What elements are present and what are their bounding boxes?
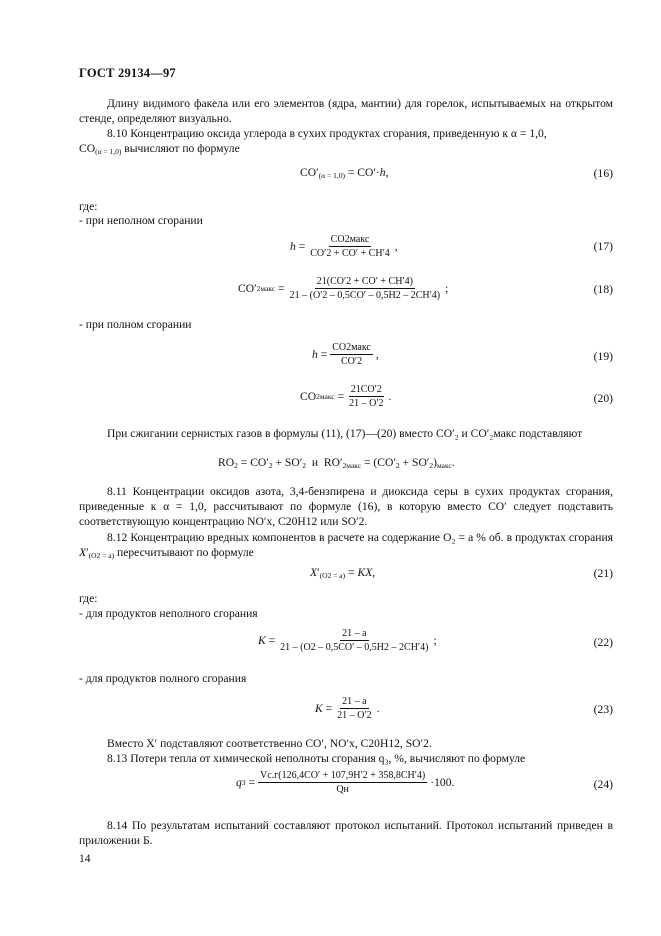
where-label-1: где: bbox=[79, 200, 98, 213]
equation-22-number: (22) bbox=[593, 636, 613, 649]
equation-18-number: (18) bbox=[593, 283, 613, 296]
page-number: 14 bbox=[79, 852, 91, 865]
equation-16: $CO'_{(\alpha = 1,0)} = CO'\cdot h$, bbox=[300, 166, 389, 180]
paragraph-8-11: 8.11 Концентрации оксидов азота, 3,4-бензпирена и диоксида серы в сухих продуктах сгорания, приведенные к α = 1,0, рассчитывают по формуле (16), в которую вместо CO′ следует подставить соответствующую концентрацию NO′x, C20H12 или SO′2. bbox=[79, 485, 613, 529]
equation-24-tail: ·100. bbox=[430, 776, 455, 789]
where-label-2: где: bbox=[79, 592, 98, 605]
incomplete-products-label: - для продуктов неполного сгорания bbox=[79, 607, 258, 620]
equation-20-denominator: 21 – O′2 bbox=[349, 398, 384, 409]
paragraph-8-12-tail: пересчитывают по формуле bbox=[117, 546, 254, 560]
equation-23-denominator: 21 – O′2 bbox=[337, 710, 372, 721]
equation-23-fraction bbox=[335, 696, 373, 721]
equation-22-numerator: 21 – a bbox=[342, 628, 367, 639]
equation-23: K = $\frac{21 - a}{21 - O'2}$ . bbox=[315, 696, 380, 721]
equation-20-number: (20) bbox=[593, 392, 613, 405]
equation-19: h = $\frac{\text{CO2макс}}{CO'2}$ , bbox=[312, 342, 379, 367]
paragraph-8-10-tail: вычисляют по формуле bbox=[124, 142, 240, 156]
equation-22-denominator: 21 – (O2 – 0,5CO′ – 0,5H2 – 2CH′4) bbox=[280, 642, 429, 653]
equation-24-fraction bbox=[258, 770, 427, 795]
equation-18-denominator: 21 – (O′2 – 0,5CO′ – 0,5H2 – 2CH′4) bbox=[289, 290, 441, 301]
equation-17: h = $\frac{\text{CO2макс}}{CO'2 + CO' + CH'4}$ , bbox=[290, 234, 398, 259]
equation-24-numerator: Vс.г(126,4CO′ + 107,9H′2 + 358,8CH′4) bbox=[259, 770, 426, 781]
equation-24-denominator: Qн bbox=[336, 784, 349, 795]
paragraph-8-10-lead: 8.10 Концентрацию оксида углерода в сухих продуктах сгорания, приведенную к α = 1,0, bbox=[107, 127, 547, 140]
equation-17-denominator: CO′2 + CO′ + CH′4 bbox=[310, 248, 390, 259]
equation-23-numerator: 21 – a bbox=[342, 696, 367, 707]
paragraph-8-12-lead: 8.12 Концентрацию вредных компонентов в расчете на содержание O₂ = a % об. в продуктах сгорания bbox=[107, 531, 613, 544]
equation-17-numerator: CO2макс bbox=[330, 234, 370, 245]
equation-19-numerator: CO2макс bbox=[332, 342, 371, 353]
equation-ro2: $RO_2 = CO'_2 + SO'_2$ и $RO'_{2макс} = (CO'_2 + SO'_2)_{макс}$. bbox=[218, 456, 455, 470]
equation-16-number: (16) bbox=[593, 167, 613, 180]
equation-21: $X'_{(O2 = a)}$ = KX, bbox=[310, 566, 376, 580]
equation-24-number: (24) bbox=[593, 778, 613, 791]
paragraph-8-13: 8.13 Потери тепла от химической неполноты сгорания q₃, %, вычисляют по формуле bbox=[107, 752, 526, 765]
equation-19-denominator: CO′2 bbox=[341, 356, 363, 367]
incomplete-combustion-label: - при неполном сгорании bbox=[79, 214, 203, 227]
substitution-note: Вместо X′ подставляют соответственно CO′, NO′x, C20H12, SO′2. bbox=[107, 737, 432, 750]
equation-21-number: (21) bbox=[593, 567, 613, 580]
complete-combustion-label: - при полном сгорании bbox=[79, 318, 192, 331]
equation-19-fraction bbox=[330, 342, 373, 367]
equation-18-fraction bbox=[288, 276, 442, 301]
paragraph-flame-length: Длину видимого факела или его элементов (ядра, мантии) для горелок, испытываемых на открытом стенде, определяют визуально. bbox=[79, 97, 613, 126]
equation-22: K = $\frac{21 - a}{21 - (O2 - 0,5CO' - 0,5H2 - 2CH'4)}$ ; bbox=[258, 628, 437, 653]
equation-17-fraction bbox=[308, 234, 392, 259]
sulfur-gases-paragraph: При сжигании сернистых газов в формулы (11), (17)—(20) вместо CO′₂ и CO′₂макс подставляют bbox=[107, 427, 583, 440]
equation-20-numerator: 21CO′2 bbox=[350, 384, 382, 395]
equation-24: q 3 = $\frac{Vс.г(126,4CO' + 107,9H'2 + 358,8CH'4)}{Qн}$ ·100. bbox=[236, 770, 455, 795]
document-header: ГОСТ 29134—97 bbox=[79, 66, 176, 80]
equation-18-numerator: 21(CO′2 + CO′ + CH′4) bbox=[316, 276, 413, 287]
paragraph-8-12: 8.12 Концентрацию вредных компонентов в расчете на содержание O₂ = a % об. в продуктах сгорания $X'_{(O2 = a)}$ пересчитывают по формуле bbox=[79, 531, 613, 561]
paragraph-8-10-symbol: $CO_{(\alpha = 1,0)}$ bbox=[79, 142, 122, 157]
equation-20-fraction bbox=[347, 384, 385, 409]
equation-17-number: (17) bbox=[593, 240, 613, 253]
equation-22-fraction bbox=[278, 628, 430, 653]
paragraph-8-10 bbox=[79, 126, 613, 159]
complete-products-label: - для продуктов полного сгорания bbox=[79, 672, 247, 685]
equation-20: CO 2макс = $\frac{21CO'2}{21 - O'2}$ . bbox=[300, 384, 392, 409]
paragraph-8-14: 8.14 По результатам испытаний составляют протокол испытаний. Протокол испытаний приведен в приложении Б. bbox=[79, 819, 613, 848]
equation-19-number: (19) bbox=[593, 350, 613, 363]
equation-23-number: (23) bbox=[593, 703, 613, 716]
equation-18: CO′ 2макс = $\frac{21(CO'2 + CO' + CH'4)}{21 - (O'2 - 0,5CO' - 0,5H2 - 2CH'4)}$ ; bbox=[238, 276, 449, 301]
